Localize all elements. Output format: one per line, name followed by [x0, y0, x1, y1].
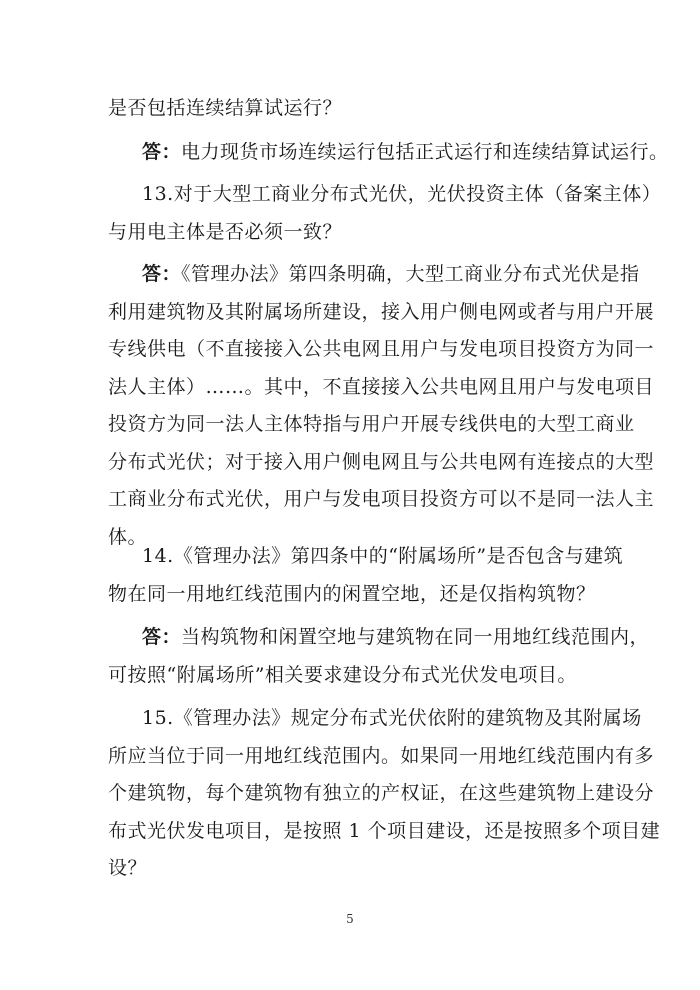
question-15 — [108, 700, 661, 888]
text-line: 专线供电（不直接接入公共电网且用户与发电项目投资方为同一 — [108, 338, 655, 360]
text-line: 15.《管理办法》规定分布式光伏依附的建筑物及其附属场 — [142, 707, 642, 729]
page-number: 5 — [346, 912, 354, 926]
text-line: 个建筑物，每个建筑物有独立的产权证，在这些建筑物上建设分 — [108, 782, 655, 804]
answer-label: 答： — [142, 263, 182, 285]
question-13 — [108, 176, 662, 251]
answer-label: 答： — [142, 141, 182, 163]
text-line: 投资方为同一法人主体特指与用户开展专线供电的大型工商业 — [108, 413, 635, 435]
text-line: 设？ — [108, 857, 148, 879]
answer-text: 当构筑物和闲置空地与建筑物在同一用地红线范围内， — [181, 626, 650, 648]
text-line — [108, 256, 640, 294]
answer-12 — [108, 134, 669, 172]
text-line — [108, 134, 669, 172]
text-line: 13.对于大型工商业分布式光伏，光伏投资主体（备案主体） — [142, 183, 662, 205]
text-line: 所应当位于同一用地红线范围内。如果同一用地红线范围内有多 — [108, 744, 655, 767]
text-line: 工商业分布式光伏，用户与发电项目投资方可以不是同一法人主 — [108, 488, 655, 510]
answer-text: 电力现货市场连续运行包括正式运行和连续结算试运行。 — [181, 141, 669, 163]
text-line: 可按照“附属场所”相关要求建设分布式光伏发电项目。 — [108, 663, 577, 686]
text-line: 体。 — [108, 525, 148, 548]
answer-14 — [108, 619, 650, 694]
text-line: 是否包括连续结算试运行？ — [108, 97, 343, 119]
answer-label: 答： — [142, 626, 182, 648]
text-line: 物在同一用地红线范围内的闲置空地，还是仅指构筑物？ — [108, 582, 596, 605]
text-line: 与用电主体是否必须一致？ — [108, 220, 343, 243]
text-line: 法人主体）……。其中，不直接接入公共电网且用户与发电项目 — [108, 375, 655, 398]
question-12-continuation — [108, 90, 602, 128]
text-line — [108, 619, 650, 657]
text-line: 布式光伏发电项目，是按照 1 个项目建设，还是按照多个项目建 — [108, 819, 661, 842]
text-line: 利用建筑物及其附属场所建设，接入用户侧电网或者与用户开展 — [108, 300, 655, 323]
question-14 — [108, 538, 624, 613]
text-line: 14.《管理办法》第四条中的“附属场所”是否包含与建筑 — [142, 545, 624, 567]
text-line: 分布式光伏；对于接入用户侧电网且与公共电网有连接点的大型 — [108, 450, 655, 473]
answer-text: 《管理办法》第四条明确，大型工商业分布式光伏是指 — [181, 263, 640, 285]
